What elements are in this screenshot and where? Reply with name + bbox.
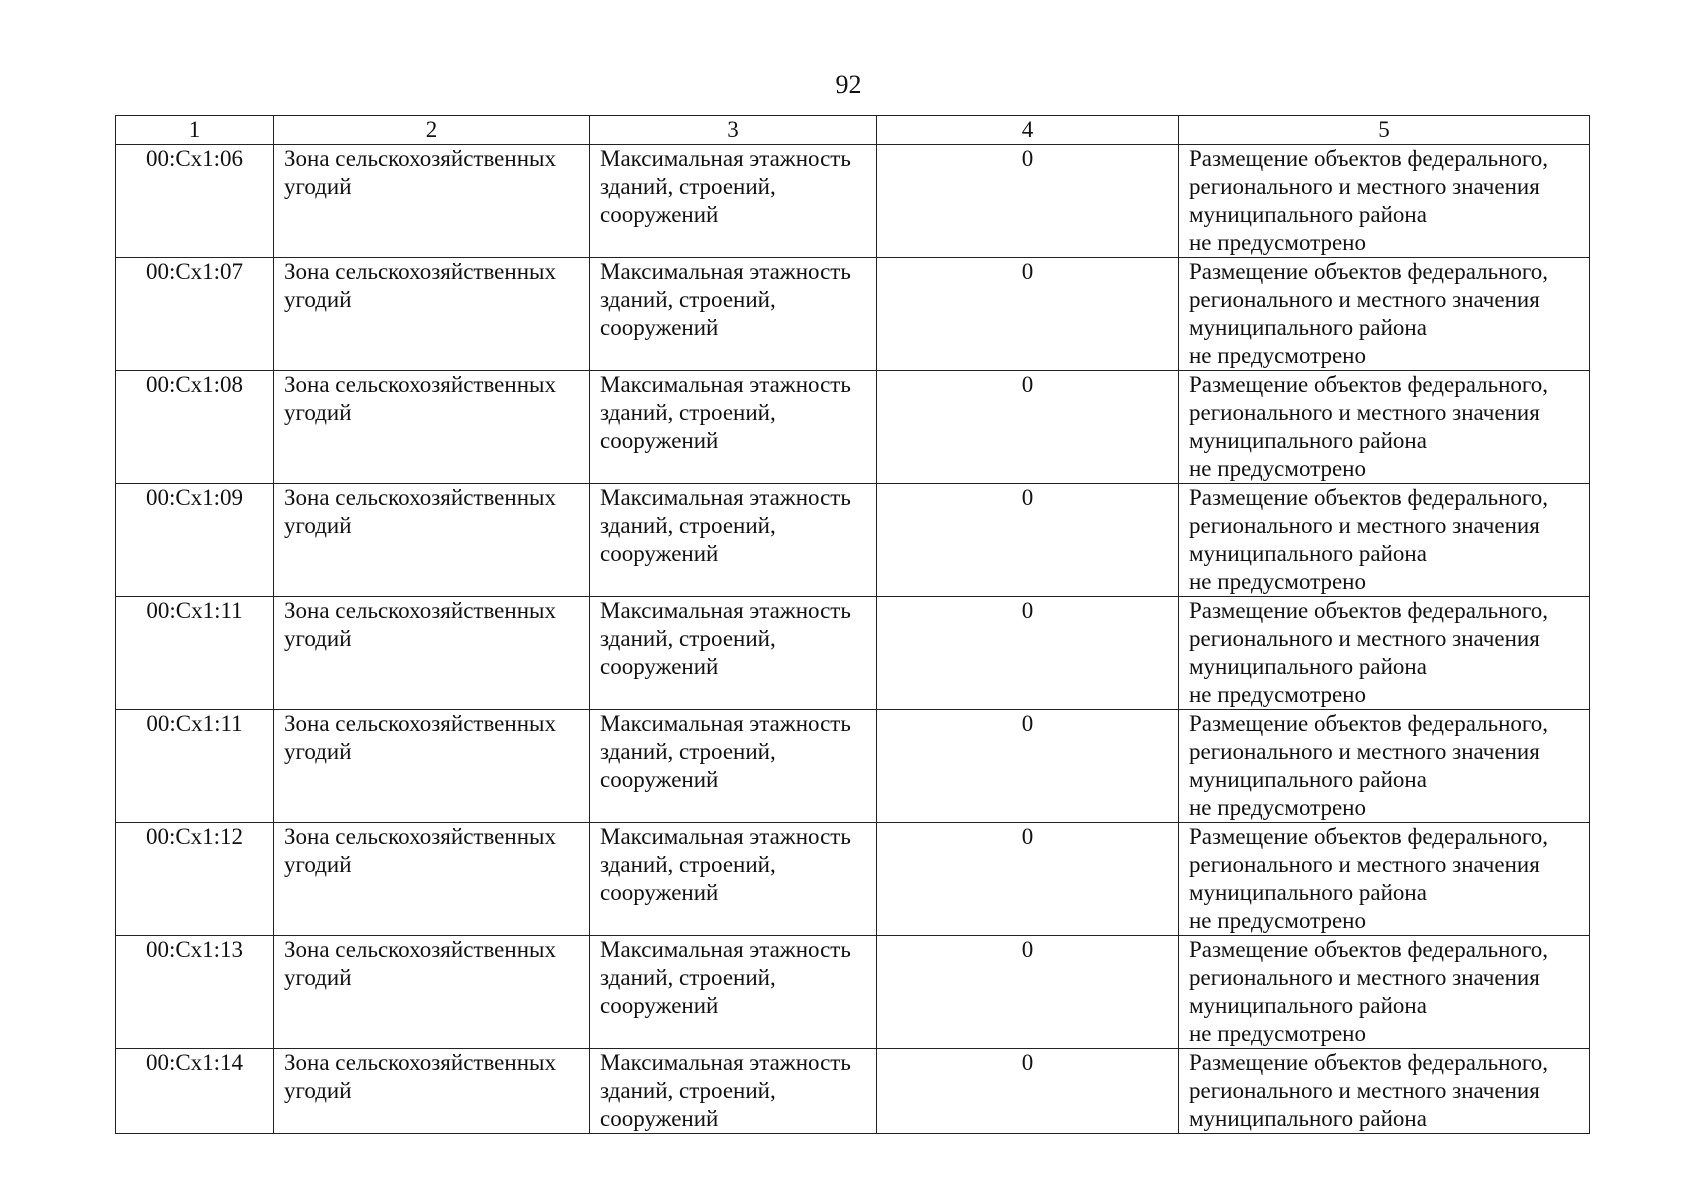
zone-name-cell-line: угодий [284, 739, 352, 764]
parameter-cell-line: Максимальная этажность [600, 1050, 851, 1075]
parameter-cell-line: сооружений [600, 993, 719, 1018]
table-row [116, 371, 1590, 484]
note-cell-line: не предусмотрено [1189, 908, 1366, 933]
parameter-cell-line: Максимальная этажность [600, 937, 851, 962]
value-cell: 0 [877, 823, 1179, 936]
zone-code-cell: 00:Сх1:14 [116, 1049, 274, 1134]
table-row [116, 258, 1590, 371]
note-cell-line: не предусмотрено [1189, 682, 1366, 707]
column-header: 5 [1179, 116, 1590, 145]
parameter-cell [590, 484, 877, 597]
value-cell: 0 [877, 1049, 1179, 1134]
note-cell-line: Размещение объектов федерального, [1189, 824, 1548, 849]
zone-name-cell [274, 710, 590, 823]
zone-name-cell-line: угодий [284, 626, 352, 651]
note-cell-line: муниципального района [1189, 654, 1427, 679]
note-cell-line: не предусмотрено [1189, 343, 1366, 368]
parameter-cell-line: сооружений [600, 428, 719, 453]
note-cell-line: не предусмотрено [1189, 569, 1366, 594]
note-cell-line: регионального и местного значения [1189, 513, 1540, 538]
note-cell-line: регионального и местного значения [1189, 287, 1540, 312]
zone-name-cell [274, 258, 590, 371]
parameter-cell-line: сооружений [600, 1106, 719, 1131]
note-cell [1179, 484, 1590, 597]
zone-code-cell: 00:Сх1:08 [116, 371, 274, 484]
zone-code-cell: 00:Сх1:09 [116, 484, 274, 597]
zone-name-cell [274, 484, 590, 597]
parameter-cell-line: зданий, строений, [600, 739, 776, 764]
note-cell [1179, 597, 1590, 710]
note-cell-line: Размещение объектов федерального, [1189, 711, 1548, 736]
note-cell-line: муниципального района [1189, 880, 1427, 905]
table-row [116, 936, 1590, 1049]
column-header: 4 [877, 116, 1179, 145]
note-cell-line: регионального и местного значения [1189, 400, 1540, 425]
zone-name-cell-line: Зона сельскохозяйственных [284, 259, 556, 284]
note-cell-line: регионального и местного значения [1189, 739, 1540, 764]
note-cell-line: регионального и местного значения [1189, 852, 1540, 877]
parameter-cell-line: сооружений [600, 654, 719, 679]
zone-name-cell-line: Зона сельскохозяйственных [284, 937, 556, 962]
note-cell-line: регионального и местного значения [1189, 965, 1540, 990]
table-header-row [116, 116, 1590, 145]
zone-name-cell [274, 145, 590, 258]
zone-code-cell: 00:Сх1:13 [116, 936, 274, 1049]
parameter-cell-line: Максимальная этажность [600, 485, 851, 510]
column-header: 3 [590, 116, 877, 145]
parameter-cell [590, 936, 877, 1049]
note-cell-line: Размещение объектов федерального, [1189, 1050, 1548, 1075]
value-cell: 0 [877, 936, 1179, 1049]
zone-name-cell-line: Зона сельскохозяйственных [284, 598, 556, 623]
zone-name-cell [274, 936, 590, 1049]
page-number: 92 [835, 70, 862, 99]
zone-code-cell: 00:Сх1:07 [116, 258, 274, 371]
parameter-cell-line: Максимальная этажность [600, 259, 851, 284]
parameter-cell-line: Максимальная этажность [600, 711, 851, 736]
note-cell-line: муниципального района [1189, 428, 1427, 453]
note-cell-line: муниципального района [1189, 541, 1427, 566]
note-cell-line: регионального и местного значения [1189, 626, 1540, 651]
zone-name-cell [274, 823, 590, 936]
parameter-cell [590, 371, 877, 484]
zoning-parameters-table [115, 115, 1590, 1134]
parameter-cell-line: сооружений [600, 541, 719, 566]
value-cell: 0 [877, 597, 1179, 710]
parameter-cell-line: зданий, строений, [600, 513, 776, 538]
parameter-cell-line: Максимальная этажность [600, 824, 851, 849]
table-row [116, 145, 1590, 258]
note-cell-line: муниципального района [1189, 315, 1427, 340]
parameter-cell-line: сооружений [600, 767, 719, 792]
note-cell [1179, 145, 1590, 258]
zone-name-cell-line: Зона сельскохозяйственных [284, 485, 556, 510]
note-cell-line: не предусмотрено [1189, 230, 1366, 255]
note-cell [1179, 258, 1590, 371]
parameter-cell [590, 597, 877, 710]
note-cell-line: регионального и местного значения [1189, 1078, 1540, 1103]
column-header: 2 [274, 116, 590, 145]
zone-name-cell-line: Зона сельскохозяйственных [284, 711, 556, 736]
parameter-cell-line: Максимальная этажность [600, 598, 851, 623]
parameter-cell-line: зданий, строений, [600, 174, 776, 199]
note-cell-line: Размещение объектов федерального, [1189, 372, 1548, 397]
note-cell-line: муниципального района [1189, 993, 1427, 1018]
zone-name-cell-line: Зона сельскохозяйственных [284, 372, 556, 397]
note-cell-line: муниципального района [1189, 202, 1427, 227]
value-cell: 0 [877, 484, 1179, 597]
note-cell [1179, 371, 1590, 484]
table-row [116, 597, 1590, 710]
zone-name-cell-line: угодий [284, 965, 352, 990]
zone-name-cell-line: Зона сельскохозяйственных [284, 824, 556, 849]
note-cell [1179, 936, 1590, 1049]
parameter-cell-line: сооружений [600, 880, 719, 905]
parameter-cell-line: зданий, строений, [600, 852, 776, 877]
note-cell-line: Размещение объектов федерального, [1189, 485, 1548, 510]
parameter-cell-line: Максимальная этажность [600, 372, 851, 397]
value-cell: 0 [877, 710, 1179, 823]
parameter-cell-line: зданий, строений, [600, 626, 776, 651]
note-cell-line: не предусмотрено [1189, 795, 1366, 820]
zone-code-cell: 00:Сх1:06 [116, 145, 274, 258]
table-body [116, 145, 1590, 1134]
parameter-cell-line: сооружений [600, 202, 719, 227]
note-cell-line: муниципального района [1189, 1106, 1427, 1131]
note-cell-line: муниципального района [1189, 767, 1427, 792]
zone-name-cell-line: угодий [284, 400, 352, 425]
zone-name-cell [274, 597, 590, 710]
table-row [116, 484, 1590, 597]
zone-code-cell: 00:Сх1:12 [116, 823, 274, 936]
table-row [116, 1049, 1590, 1134]
parameter-cell-line: Максимальная этажность [600, 146, 851, 171]
zone-name-cell-line: Зона сельскохозяйственных [284, 146, 556, 171]
zone-name-cell [274, 371, 590, 484]
note-cell [1179, 1049, 1590, 1134]
note-cell-line: регионального и местного значения [1189, 174, 1540, 199]
parameter-cell-line: зданий, строений, [600, 400, 776, 425]
value-cell: 0 [877, 145, 1179, 258]
parameter-cell [590, 710, 877, 823]
parameter-cell [590, 1049, 877, 1134]
zone-name-cell-line: Зона сельскохозяйственных [284, 1050, 556, 1075]
note-cell-line: не предусмотрено [1189, 456, 1366, 481]
table-row [116, 710, 1590, 823]
parameter-cell [590, 823, 877, 936]
value-cell: 0 [877, 258, 1179, 371]
zone-code-cell: 00:Сх1:11 [116, 710, 274, 823]
note-cell-line: Размещение объектов федерального, [1189, 598, 1548, 623]
note-cell-line: Размещение объектов федерального, [1189, 146, 1548, 171]
note-cell-line: Размещение объектов федерального, [1189, 259, 1548, 284]
column-header: 1 [116, 116, 274, 145]
value-cell: 0 [877, 371, 1179, 484]
note-cell [1179, 710, 1590, 823]
table-row [116, 823, 1590, 936]
parameter-cell [590, 258, 877, 371]
parameter-cell-line: сооружений [600, 315, 719, 340]
zone-name-cell-line: угодий [284, 1078, 352, 1103]
parameter-cell-line: зданий, строений, [600, 1078, 776, 1103]
zone-name-cell [274, 1049, 590, 1134]
note-cell [1179, 823, 1590, 936]
parameter-cell [590, 145, 877, 258]
zone-name-cell-line: угодий [284, 513, 352, 538]
zone-name-cell-line: угодий [284, 287, 352, 312]
zone-name-cell-line: угодий [284, 174, 352, 199]
parameter-cell-line: зданий, строений, [600, 287, 776, 312]
note-cell-line: не предусмотрено [1189, 1021, 1366, 1046]
note-cell-line: Размещение объектов федерального, [1189, 937, 1548, 962]
zone-code-cell: 00:Сх1:11 [116, 597, 274, 710]
zone-name-cell-line: угодий [284, 852, 352, 877]
parameter-cell-line: зданий, строений, [600, 965, 776, 990]
